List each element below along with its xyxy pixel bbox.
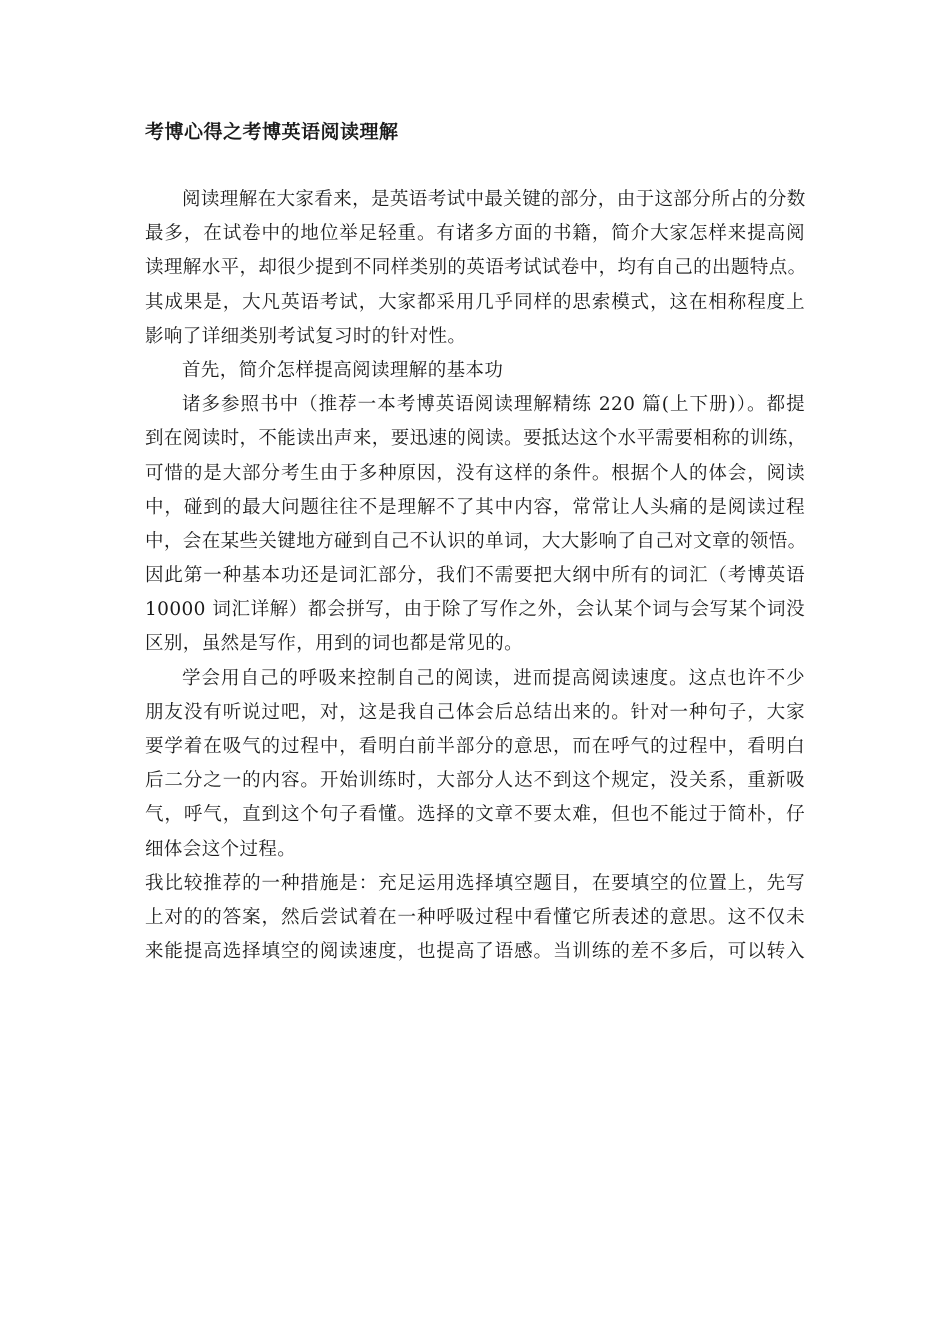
text-line: 上对的的答案，然后尝试着在一种呼吸过程中看懂它所表述的意思。这不仅未: [145, 906, 805, 928]
document-body: [145, 183, 805, 969]
text-line: 来能提高选择填空的阅读速度，也提高了语感。当训练的差不多后，可以转入: [145, 941, 805, 963]
text-line: 要学着在吸气的过程中，看明白前半部分的意思，而在呼气的过程中，看明白: [145, 736, 805, 757]
text-line: 10000 词汇详解）都会拼写，由于除了写作之外，会认某个词与会写某个词没: [145, 599, 805, 621]
text-line: 后二分之一的内容。开始训练时，大部分人达不到这个规定，没关系，重新吸: [145, 770, 805, 792]
text-line: 因此第一种基本功还是词汇部分，我们不需要把大纲中所有的词汇（考博英语: [145, 565, 805, 587]
text-line: 读理解水平，却很少提到不同样类别的英语考试试卷中，均有自己的出题特点。: [145, 257, 807, 279]
text-line: 气，呼气，直到这个句子看懂。选择的文章不要太难，但也不能过于简朴，仔: [145, 804, 805, 826]
text-line: 首先，简介怎样提高阅读理解的基本功: [182, 359, 504, 381]
text-line: 诸多参照书中（推荐一本考博英语阅读理解精练 220 篇(上下册)）。都提: [182, 394, 805, 416]
text-line: 学会用自己的呼吸来控制自己的阅读，进而提高阅读速度。这点也许不少: [182, 667, 805, 689]
text-line: 其成果是，大凡英语考试，大家都采用几乎同样的思索模式，这在相称程度上: [145, 291, 805, 313]
text-line: 区别，虽然是写作，用到的词也都是常见的。: [145, 633, 524, 655]
text-line: 朋友没有听说过吧，对，这是我自己体会后总结出来的。针对一种句子，大家: [145, 701, 805, 723]
text-line: 阅读理解在大家看来，是英语考试中最关键的部分，由于这部分所占的分数: [182, 189, 806, 210]
text-line: 最多，在试卷中的地位举足轻重。有诸多方面的书籍，简介大家怎样来提高阅: [145, 223, 805, 245]
text-line: 细体会这个过程。: [145, 838, 297, 860]
document-title: 考博心得之考博英语阅读理解: [145, 121, 399, 143]
text-line: 可惜的是大部分考生由于多种原因，没有这样的条件。根据个人的体会，阅读: [145, 462, 805, 484]
text-line: 中，会在某些关键地方碰到自己不认识的单词，大大影响了自己对文章的领悟。: [145, 530, 807, 552]
text-line: 到在阅读时，不能读出声来，要迅速的阅读。要抵达这个水平需要相称的训练，: [145, 428, 807, 450]
text-line: 影响了详细类别考试复习时的针对性。: [145, 325, 467, 347]
text-line: 我比较推荐的一种措施是：充足运用选择填空题目，在要填空的位置上，先写: [145, 872, 805, 894]
text-line: 中，碰到的最大问题往往不是理解不了其中内容，常常让人头痛的是阅读过程: [145, 496, 805, 518]
